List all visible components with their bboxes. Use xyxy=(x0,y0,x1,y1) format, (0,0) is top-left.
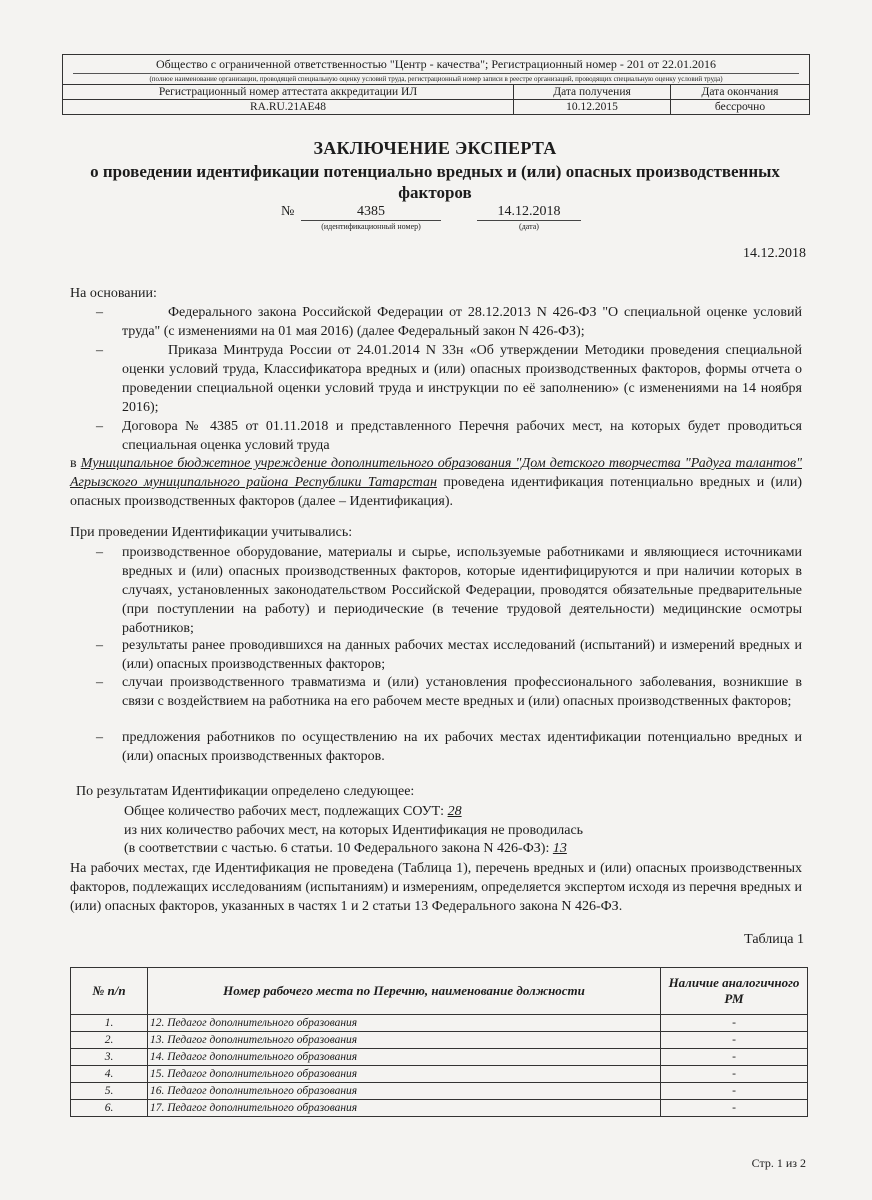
row-analog: - xyxy=(661,1049,808,1066)
basis-item-text: Договора № 4385 от 01.11.2018 и представленного Перечня рабочих мест, на которых будет проводиться специальная оценка условий труда xyxy=(122,419,802,453)
row-num: 2. xyxy=(71,1032,148,1049)
page-number: Стр. 1 из 2 xyxy=(751,1156,806,1170)
col-header-num: № п/п xyxy=(71,968,148,1015)
org-prefix: в xyxy=(70,456,77,471)
table-row xyxy=(71,1083,808,1100)
total-count-line xyxy=(124,803,462,821)
considered-item-text: результаты ранее проводившихся на данных рабочих местах исследований (испытаний) и измерений вредных и (или) опасных производственных факторов; xyxy=(122,638,802,672)
basis-item xyxy=(96,303,802,341)
row-workplace: 13. Педагог дополнительного образования xyxy=(148,1032,661,1049)
considered-item xyxy=(96,543,802,638)
row-workplace: 17. Педагог дополнительного образования xyxy=(148,1100,661,1117)
recv-label: Дата получения xyxy=(514,85,671,100)
row-workplace: 14. Педагог дополнительного образования xyxy=(148,1049,661,1066)
recv-value: 10.12.2015 xyxy=(514,100,671,115)
considered-item-text: случаи производственного травматизма и (или) установления профессионального заболевания, возникшие в связи с воздействием на работника на его рабочем месте вредных и (или) опасных производственных факторов; xyxy=(122,675,802,709)
col-header-workplace: Номер рабочего места по Перечню, наименование должности xyxy=(148,968,661,1015)
table-caption: Таблица 1 xyxy=(744,932,804,947)
results-paragraph: На рабочих местах, где Идентификация не проведена (Таблица 1), перечень вредных и (или) опасных производственных факторов, подлежащих исследованиям (испытаниям) и измерениям, определяется экспертом исходя из перечня вредных и (или) опасных факторов, указанных в частях 1 и 2 статьи 13 Федерального закона N 426-ФЗ. xyxy=(70,861,802,914)
considered-item-text: предложения работников по осуществлению на их рабочих местах идентификации потенциально вредных и (или) опасных производственных факторов. xyxy=(122,730,802,764)
row-analog: - xyxy=(661,1015,808,1032)
workplaces-table xyxy=(70,967,808,1117)
identification-number: 4385 xyxy=(301,204,441,221)
number-symbol: № xyxy=(281,204,295,219)
table-row xyxy=(71,1032,808,1049)
considered-item xyxy=(96,673,802,711)
not-done-label-2: (в соответствии с частью. 6 статьи. 10 Федерального закона N 426-ФЗ): xyxy=(124,841,550,856)
reg-value: RA.RU.21AE48 xyxy=(63,100,514,115)
considered-item xyxy=(96,636,802,674)
table-header-row xyxy=(71,968,808,1015)
table-row xyxy=(71,1015,808,1032)
total-count-label: Общее количество рабочих мест, подлежащих СОУТ: xyxy=(124,804,445,819)
org-note: (полное наименование организации, проводящей специальную оценку условий труда, регистрационный номер записи в реестре организаций, проводящих специальную оценку условий труда) xyxy=(73,73,799,84)
not-done-value: 13 xyxy=(552,841,567,856)
table-row xyxy=(71,1049,808,1066)
organization-paragraph xyxy=(70,454,802,511)
basis-item-text: Приказа Минтруда России от 24.01.2014 N 33н «Об утверждении Методики проведения специальной оценки условий труда, Классификатора вредных и (или) опасных производственных факторов, формы отчета о проведении специальной оценки условий труда и инструкции по её заполнению» (с изменениями на 14 ноября 2016); xyxy=(122,343,802,415)
row-num: 3. xyxy=(71,1049,148,1066)
basis-item-text: Федерального закона Российской Федерации от 28.12.2013 N 426-ФЗ "О специальной оценке условий труда" (с изменениями на 01 мая 2016) (далее Федеральный закон N 426-ФЗ); xyxy=(122,305,802,339)
considered-label: При проведении Идентификации учитывались: xyxy=(70,525,353,540)
end-value: бессрочно xyxy=(671,100,810,115)
dash-bullet: – xyxy=(96,343,103,358)
col-header-analog: Наличие аналогичного РМ xyxy=(661,968,808,1015)
row-num: 4. xyxy=(71,1066,148,1083)
dash-bullet: – xyxy=(96,419,103,434)
row-analog: - xyxy=(661,1100,808,1117)
header-box xyxy=(62,54,810,115)
org-suffix: проведена идентификация потенциально вредных и (или) опасных производственных факторов (далее – Идентификация). xyxy=(70,475,802,509)
row-workplace: 15. Педагог дополнительного образования xyxy=(148,1066,661,1083)
row-num: 6. xyxy=(71,1100,148,1117)
dash-bullet: – xyxy=(96,305,103,320)
not-done-line xyxy=(124,840,567,858)
page-subtitle: о проведении идентификации потенциально вредных и (или) опасных производственных факторов xyxy=(90,162,780,202)
row-workplace: 12. Педагог дополнительного образования xyxy=(148,1015,661,1032)
dash-bullet: – xyxy=(96,638,103,653)
org-name: Общество с ограниченной ответственностью "Центр - качества"; Регистрационный номер - 201 от 22.01.2016 xyxy=(156,57,716,71)
results-label: По результатам Идентификации определено следующее: xyxy=(76,784,415,799)
basis-item xyxy=(96,341,802,417)
reg-label: Регистрационный номер аттестата аккредитации ИЛ xyxy=(63,85,514,100)
org-row xyxy=(63,55,809,85)
end-label: Дата окончания xyxy=(671,85,810,100)
table-row xyxy=(71,1100,808,1117)
identification-date: 14.12.2018 xyxy=(477,204,581,221)
row-analog: - xyxy=(661,1032,808,1049)
identification-number-line xyxy=(281,204,611,234)
date-caption: (дата) xyxy=(519,222,539,231)
not-done-label: из них количество рабочих мест, на которых Идентификация не проводилась xyxy=(124,823,584,838)
total-count-value: 28 xyxy=(447,804,462,819)
document-date: 14.12.2018 xyxy=(743,246,806,261)
accreditation-table xyxy=(63,85,809,114)
row-analog: - xyxy=(661,1066,808,1083)
row-analog: - xyxy=(661,1083,808,1100)
considered-item xyxy=(96,728,802,766)
dash-bullet: – xyxy=(96,675,103,690)
basis-label: На основании: xyxy=(70,286,157,301)
basis-item xyxy=(96,417,802,455)
organization-name: Муниципальное бюджетное учреждение дополнительного образования "Дом детского творчества "Радуга талантов" Агрызского муниципального района Республики Татарстан xyxy=(70,456,802,490)
dash-bullet: – xyxy=(96,545,103,560)
dash-bullet: – xyxy=(96,730,103,745)
row-num: 1. xyxy=(71,1015,148,1032)
row-workplace: 16. Педагог дополнительного образования xyxy=(148,1083,661,1100)
number-caption: (идентификационный номер) xyxy=(321,222,421,231)
page-title: ЗАКЛЮЧЕНИЕ ЭКСПЕРТА xyxy=(313,138,557,158)
considered-item-text: производственное оборудование, материалы и сырье, используемые работниками и являющиеся источниками вредных и (или) опасных производственных факторов, которые идентифицируются и при наличии которых в случаях, установленных законодательством Российской Федерации, проводятся обязательные предварительные (при поступлении на работу) и периодические (в течение трудовой деятельности) медицинские осмотры работников; xyxy=(122,545,802,636)
table-row xyxy=(71,1066,808,1083)
row-num: 5. xyxy=(71,1083,148,1100)
